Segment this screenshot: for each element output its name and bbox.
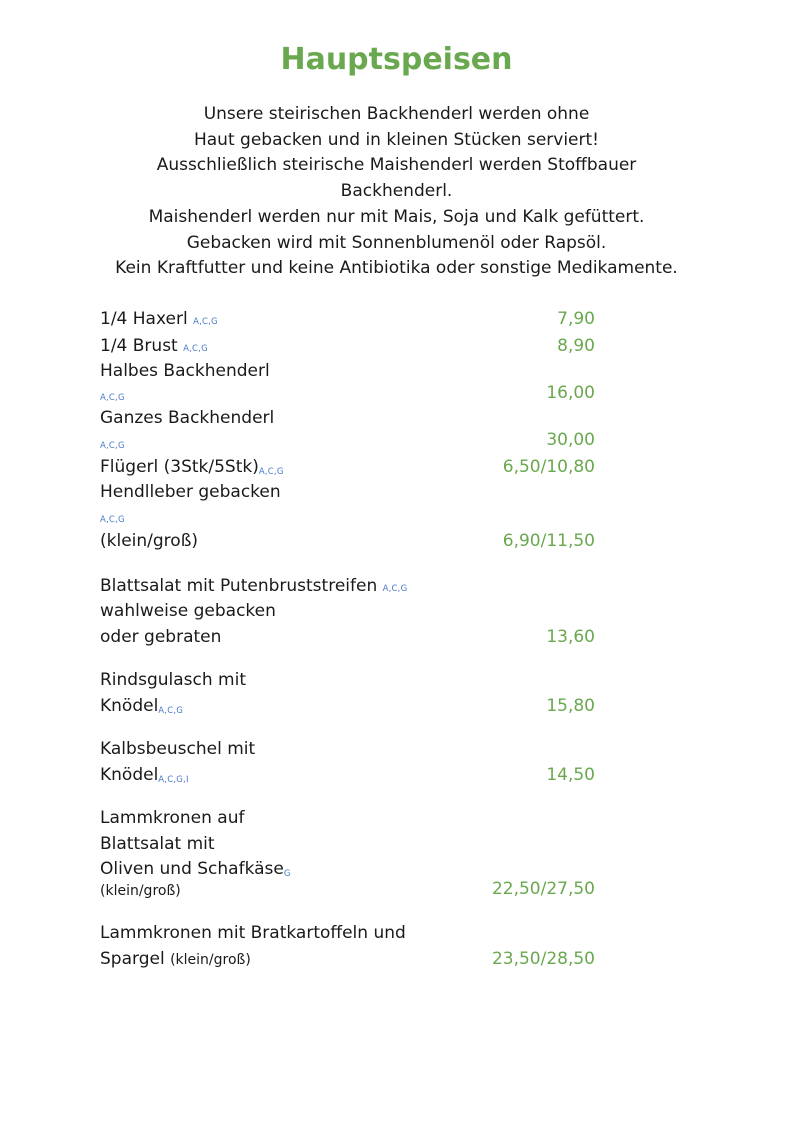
item-detail: (klein/groß) bbox=[170, 952, 251, 968]
item-name-line bbox=[100, 695, 183, 722]
allergen-codes: A,C,G bbox=[100, 393, 125, 403]
intro-line: Maishenderl werden nur mit Mais, Soja und Kalk gefüttert. bbox=[148, 206, 645, 227]
menu-item-halbes: Halbes Backhenderl bbox=[100, 361, 270, 381]
item-price: 13,60 bbox=[546, 627, 595, 647]
item-price: 15,80 bbox=[546, 696, 595, 716]
item-name-line bbox=[100, 948, 251, 971]
menu-item-lamm-salat: Lammkronen auf bbox=[100, 808, 245, 828]
item-name: 1/4 Brust bbox=[100, 336, 178, 356]
item-name-line: Blattsalat mit bbox=[100, 834, 215, 854]
item-price: 14,50 bbox=[546, 765, 595, 785]
item-price: 6,90/11,50 bbox=[502, 531, 595, 551]
intro-line: Backhenderl. bbox=[340, 181, 453, 202]
menu-item-salat bbox=[100, 575, 407, 600]
allergen-codes: A,C,G bbox=[100, 515, 125, 525]
menu-item-ganzes: Ganzes Backhenderl bbox=[100, 408, 275, 428]
intro-line: Unsere steirischen Backhenderl werden ohne bbox=[203, 104, 590, 124]
menu-item-brust bbox=[100, 335, 208, 360]
intro-line: Gebacken wird mit Sonnenblumenöl oder Rapsöl. bbox=[186, 232, 607, 253]
menu-item-beuschel: Kalbsbeuschel mit bbox=[100, 739, 256, 759]
item-name: Oliven und Schafkäse bbox=[100, 859, 284, 879]
intro-line: Kein Kraftfutter und keine Antibiotika oder sonstige Medikamente. bbox=[115, 258, 678, 279]
item-detail: (klein/groß) bbox=[100, 883, 181, 899]
allergen-codes: A,C,G bbox=[183, 344, 208, 354]
item-price: 30,00 bbox=[546, 430, 595, 450]
menu-item-lamm-kartoffeln: Lammkronen mit Bratkartoffeln und bbox=[100, 923, 406, 943]
item-price: 16,00 bbox=[546, 383, 595, 403]
allergen-codes: A,C,G,I bbox=[158, 775, 189, 785]
allergen-codes: A,C,G bbox=[193, 317, 218, 327]
item-name: Knödel bbox=[100, 765, 159, 785]
intro-text bbox=[90, 102, 703, 282]
item-name: 1/4 Haxerl bbox=[100, 309, 188, 329]
item-name-line: wahlweise gebacken bbox=[100, 601, 276, 621]
item-name: Knödel bbox=[100, 696, 159, 716]
item-name: Spargel bbox=[100, 949, 165, 969]
intro-line: Ausschließlich steirische Maishenderl werden Stoffbauer bbox=[156, 155, 637, 176]
item-price: 6,50/10,80 bbox=[502, 457, 595, 477]
menu-item-gulasch: Rindsgulasch mit bbox=[100, 670, 246, 690]
item-price: 8,90 bbox=[557, 336, 595, 356]
intro-line: Haut gebacken und in kleinen Stücken serviert! bbox=[193, 129, 599, 150]
allergen-codes: A,C,G bbox=[158, 706, 184, 716]
item-price: 7,90 bbox=[557, 309, 595, 329]
item-price: 22,50/27,50 bbox=[491, 879, 595, 899]
menu-item-leber: Hendlleber gebacken bbox=[100, 482, 281, 502]
item-name: Flügerl (3Stk/5Stk) bbox=[100, 457, 259, 477]
allergen-codes: A,C,G bbox=[100, 441, 125, 451]
item-name-line bbox=[100, 764, 189, 791]
page-title: Hauptspeisen bbox=[280, 42, 513, 77]
allergen-codes: A,C,G bbox=[258, 467, 284, 477]
menu-item-haxerl bbox=[100, 308, 218, 333]
item-detail: (klein/groß) bbox=[100, 531, 199, 551]
allergen-codes: A,C,G bbox=[382, 584, 408, 594]
item-name-line: oder gebraten bbox=[100, 627, 222, 647]
menu-item-fluegerl bbox=[100, 456, 284, 483]
item-name: Blattsalat mit Putenbruststreifen bbox=[100, 576, 378, 596]
allergen-codes: G bbox=[283, 869, 291, 879]
item-price: 23,50/28,50 bbox=[491, 949, 595, 969]
